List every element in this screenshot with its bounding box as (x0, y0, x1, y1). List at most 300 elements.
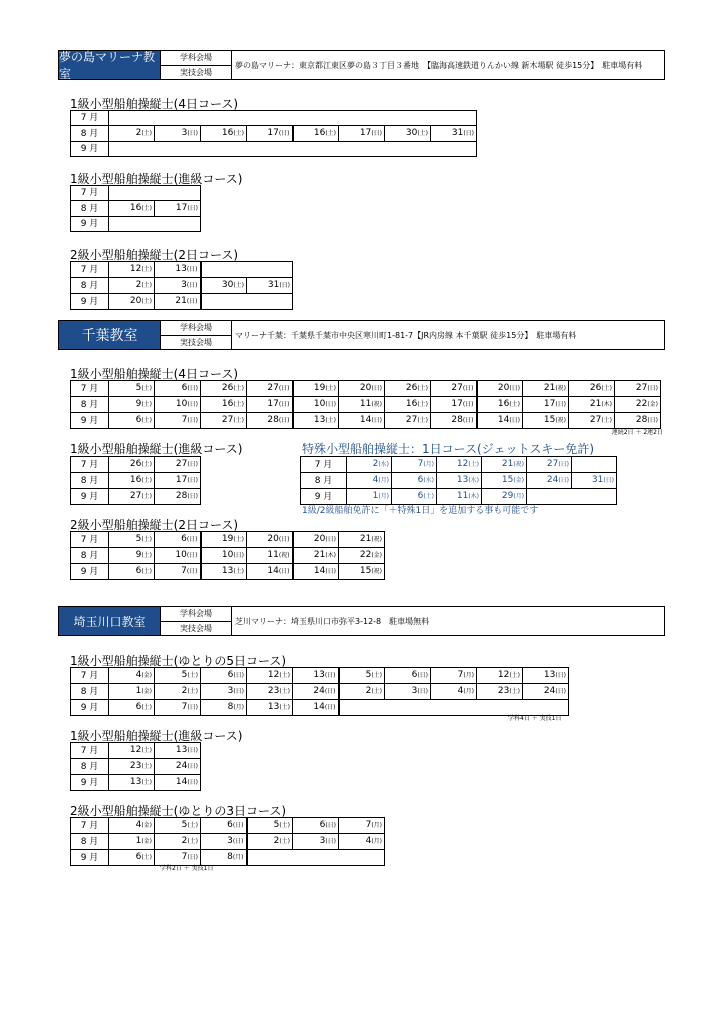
weekday: (日) (371, 417, 382, 424)
day-number: 15 (543, 415, 556, 425)
date-cell (615, 381, 661, 397)
month-cell: 9 月 (71, 700, 109, 716)
date-cell (247, 397, 293, 413)
table-row (71, 413, 661, 429)
day-number: 31 (591, 475, 604, 485)
table-row (71, 834, 385, 850)
month-cell: 8 月 (71, 759, 109, 775)
date-cell (201, 413, 247, 429)
date-cell (247, 532, 293, 548)
date-cell (155, 564, 201, 580)
venue-header-kawaguchi (58, 606, 665, 636)
weekday: (土) (141, 282, 152, 289)
weekday: (日) (187, 477, 198, 484)
venue-name: 埼玉川口教室 (59, 607, 161, 635)
day-number: 8 (227, 702, 234, 712)
day-number: 13 (129, 777, 142, 787)
day-number: 1 (135, 686, 142, 696)
table-row (71, 278, 293, 294)
date-cell (523, 413, 569, 429)
practical-label: 実技会場 (180, 67, 212, 77)
weekday: (土) (233, 417, 244, 424)
date-cell (155, 473, 201, 489)
schedule-table (70, 185, 201, 232)
date-cell (109, 834, 155, 850)
weekday: (日) (555, 688, 566, 695)
day-number: 12 (129, 745, 142, 755)
weekday: (日) (187, 704, 198, 711)
weekday: (土) (187, 838, 198, 845)
date-cell (293, 818, 339, 834)
weekday: (日) (233, 672, 244, 679)
day-number: 17 (175, 475, 188, 485)
date-cell (247, 126, 293, 142)
weekday: (土) (141, 854, 152, 861)
weekday: (祝) (371, 401, 382, 408)
weekday: (木) (325, 552, 336, 559)
weekday: (月) (378, 493, 389, 500)
month-cell: 9 月 (71, 217, 109, 232)
date-cell (437, 457, 482, 473)
weekday: (日) (555, 401, 566, 408)
date-cell (293, 397, 339, 413)
day-number: 7 (417, 459, 424, 469)
day-number: 27 (589, 415, 602, 425)
table-row (71, 668, 569, 684)
weekday: (土) (371, 672, 382, 679)
day-number: 5 (365, 670, 372, 680)
table-row (301, 473, 617, 489)
weekday: (金) (141, 672, 152, 679)
weekday: (日) (647, 417, 658, 424)
day-number: 27 (635, 383, 648, 393)
weekday: (土) (141, 552, 152, 559)
weekday: (日) (186, 266, 198, 273)
date-cell (339, 413, 385, 429)
day-number: 12 (129, 264, 142, 274)
venue-header-yumenoshima (58, 50, 665, 80)
weekday: (土) (141, 461, 152, 468)
day-number: 5 (181, 820, 188, 830)
month-cell: 8 月 (71, 201, 109, 217)
date-cell (109, 262, 155, 278)
empty-cell (109, 111, 477, 126)
day-number: 7 (457, 670, 464, 680)
table-row (71, 684, 569, 700)
date-cell (155, 381, 201, 397)
day-number: 17 (267, 128, 279, 138)
weekday: (日) (186, 552, 198, 559)
date-cell (615, 397, 661, 413)
course-title: 1級小型船舶操縦士(4日コース) (70, 97, 239, 111)
schedule-table (70, 667, 569, 716)
day-number: 7 (365, 820, 372, 830)
day-number: 10 (175, 399, 188, 409)
date-cell (293, 548, 339, 564)
schedule-table (70, 742, 201, 791)
date-cell (109, 489, 155, 505)
day-number: 12 (267, 670, 280, 680)
date-cell (109, 473, 155, 489)
date-cell (572, 473, 617, 489)
day-number: 12 (456, 459, 469, 469)
day-number: 16 (497, 399, 510, 409)
date-cell (569, 381, 615, 397)
table-row (71, 473, 201, 489)
date-cell (201, 532, 247, 548)
day-number: 14 (267, 566, 279, 576)
date-cell (569, 413, 615, 429)
day-number: 12 (497, 670, 510, 680)
venue-address: 夢の島マリーナ：東京都江東区夢の島３丁目３番地 【臨海高速鉄道りんかい線 新木場駅 徒歩15分】 駐車場有料 (235, 60, 643, 70)
day-number: 1 (135, 836, 142, 846)
day-number: 5 (135, 534, 142, 544)
date-cell (247, 668, 293, 684)
day-number: 31 (267, 280, 280, 290)
day-number: 24 (313, 686, 325, 696)
day-number: 30 (405, 128, 418, 138)
day-number: 6 (411, 670, 418, 680)
empty-cell (247, 850, 385, 866)
weekday: (日) (324, 704, 336, 711)
date-cell (109, 532, 155, 548)
schedule-table (70, 380, 661, 429)
weekday: (日) (187, 854, 198, 861)
weekday: (土) (233, 568, 244, 575)
month-cell: 9 月 (71, 413, 109, 429)
weekday: (土) (423, 493, 434, 500)
table-row (71, 818, 385, 834)
date-cell (482, 457, 527, 473)
day-number: 15 (359, 566, 372, 576)
table-row (71, 126, 477, 142)
day-number: 14 (313, 702, 325, 712)
date-cell (247, 548, 293, 564)
table-row (71, 489, 201, 505)
date-cell (201, 126, 247, 142)
weekday: (祝) (278, 552, 290, 559)
weekday: (祝) (371, 536, 382, 543)
day-number: 13 (543, 670, 556, 680)
date-cell (155, 743, 201, 759)
date-cell (392, 457, 437, 473)
date-cell (247, 564, 293, 580)
day-number: 21 (543, 383, 556, 393)
date-cell (247, 834, 293, 850)
weekday: (祝) (555, 385, 566, 392)
weekday: (土) (141, 536, 152, 543)
date-cell (109, 201, 155, 217)
course-title: 2級小型船舶操縦士(2日コース) (70, 518, 239, 532)
weekday: (土) (141, 747, 152, 754)
special-note: 1級/2級船舶免許に「＋特殊1日」を追加する事も可能です (302, 506, 539, 516)
date-cell (339, 684, 385, 700)
day-number: 27 (267, 383, 279, 393)
weekday: (祝) (555, 417, 566, 424)
month-cell: 7 月 (71, 743, 109, 759)
weekday: (土) (417, 417, 428, 424)
weekday: (祝) (513, 461, 524, 468)
weekday: (金) (371, 552, 382, 559)
weekday: (日) (278, 417, 290, 424)
weekday: (月) (463, 672, 474, 679)
weekday: (土) (141, 779, 152, 786)
day-number: 21 (313, 550, 326, 560)
date-cell (431, 668, 477, 684)
day-number: 13 (175, 745, 188, 755)
weekday: (土) (601, 385, 612, 392)
date-cell (293, 834, 339, 850)
day-number: 9 (135, 399, 142, 409)
day-number: 5 (181, 670, 188, 680)
day-number: 1 (372, 491, 379, 501)
weekday: (土) (141, 401, 152, 408)
month-cell: 7 月 (71, 111, 109, 126)
date-cell (523, 668, 569, 684)
date-cell (347, 457, 392, 473)
date-cell (431, 684, 477, 700)
day-number: 28 (175, 491, 188, 501)
month-cell: 9 月 (71, 489, 109, 505)
date-cell (155, 278, 201, 294)
schedule-table (70, 110, 477, 157)
weekday: (日) (186, 536, 198, 543)
weekday: (日) (371, 385, 382, 392)
course-title: 1級小型船舶操縦士(進級コース) (70, 729, 243, 743)
weekday: (日) (187, 747, 198, 754)
weekday: (日) (462, 417, 474, 424)
date-cell (247, 413, 293, 429)
date-cell (293, 700, 339, 716)
date-cell (109, 278, 155, 294)
date-cell (247, 700, 293, 716)
month-cell: 9 月 (71, 850, 109, 866)
table-row (71, 111, 477, 126)
weekday: (日) (278, 401, 290, 408)
month-cell: 9 月 (71, 294, 109, 310)
weekday: (月) (232, 854, 244, 861)
day-number: 13 (221, 566, 234, 576)
weekday: (日) (555, 672, 566, 679)
weekday: (土) (417, 401, 428, 408)
table-row (71, 217, 201, 232)
date-cell (201, 668, 247, 684)
date-cell (109, 850, 155, 866)
day-number: 24 (546, 475, 559, 485)
day-number: 6 (227, 670, 234, 680)
date-cell (339, 548, 385, 564)
table-row (71, 850, 385, 866)
weekday: (日) (187, 779, 198, 786)
date-cell (201, 397, 247, 413)
date-cell (155, 668, 201, 684)
day-number: 24 (175, 761, 188, 771)
weekday: (日) (558, 477, 569, 484)
weekday: (日) (278, 385, 290, 392)
date-cell (155, 413, 201, 429)
weekday: (日) (278, 130, 290, 137)
empty-cell (201, 294, 293, 310)
weekday: (土) (325, 130, 336, 137)
day-number: 21 (501, 459, 514, 469)
date-cell (293, 126, 339, 142)
weekday: (日) (187, 205, 198, 212)
weekday: (月) (371, 838, 382, 845)
weekday: (日) (278, 568, 290, 575)
empty-cell (201, 262, 293, 278)
date-cell (527, 473, 572, 489)
date-cell (155, 684, 201, 700)
weekday: (日) (325, 401, 336, 408)
day-number: 22 (359, 550, 372, 560)
venue-name: 千葉教室 (59, 321, 161, 349)
course-title: 1級小型船舶操縦士(進級コース) (70, 442, 243, 456)
classroom-label: 学科会場 (161, 607, 231, 622)
weekday: (土) (141, 493, 152, 500)
day-number: 16 (221, 128, 234, 138)
date-cell (247, 381, 293, 397)
day-number: 2 (181, 836, 188, 846)
day-number: 23 (267, 686, 280, 696)
day-number: 6 (181, 383, 188, 393)
weekday: (土) (509, 401, 520, 408)
day-number: 4 (457, 686, 464, 696)
date-cell (477, 381, 523, 397)
course-title: 2級小型船舶操縦士(2日コース) (70, 248, 239, 262)
month-cell: 9 月 (71, 142, 109, 157)
day-number: 3 (181, 128, 188, 138)
month-cell: 7 月 (71, 457, 109, 473)
weekday: (日) (278, 536, 290, 543)
day-number: 29 (501, 491, 514, 501)
date-cell (155, 775, 201, 791)
day-number: 4 (372, 475, 379, 485)
weekday: (日) (462, 385, 474, 392)
day-number: 26 (221, 383, 234, 393)
day-number: 30 (221, 280, 234, 290)
weekday: (日) (417, 688, 428, 695)
day-number: 14 (175, 777, 188, 787)
date-cell (155, 201, 201, 217)
day-number: 17 (267, 399, 279, 409)
date-cell (155, 700, 201, 716)
date-cell (201, 381, 247, 397)
weekday: (土) (233, 130, 244, 137)
table-row (71, 457, 201, 473)
day-number: 21 (175, 296, 187, 306)
date-cell (247, 818, 293, 834)
weekday: (土) (233, 282, 244, 289)
date-cell (155, 294, 201, 310)
date-cell (385, 381, 431, 397)
day-number: 4 (135, 670, 142, 680)
month-cell: 8 月 (71, 473, 109, 489)
weekday: (金) (141, 688, 152, 695)
day-number: 6 (135, 415, 142, 425)
table-row (71, 548, 385, 564)
month-cell: 7 月 (301, 457, 347, 473)
day-number: 8 (227, 852, 233, 862)
day-number: 2 (365, 686, 372, 696)
weekday: (土) (279, 838, 290, 845)
month-cell: 7 月 (71, 668, 109, 684)
table-row (71, 564, 385, 580)
day-number: 11 (359, 399, 372, 409)
table-row (71, 532, 385, 548)
day-number: 3 (227, 686, 234, 696)
date-cell (109, 759, 155, 775)
day-number: 2 (135, 280, 142, 290)
weekday: (土) (141, 130, 152, 137)
weekday: (日) (463, 130, 474, 137)
date-cell (293, 381, 339, 397)
day-number: 7 (181, 415, 188, 425)
date-cell (109, 564, 155, 580)
day-number: 14 (497, 415, 510, 425)
weekday: (日) (324, 688, 336, 695)
weekday: (土) (233, 536, 244, 543)
date-cell (477, 413, 523, 429)
day-number: 7 (181, 702, 188, 712)
date-cell (155, 834, 201, 850)
day-number: 16 (129, 475, 142, 485)
month-cell: 7 月 (71, 532, 109, 548)
weekday: (土) (141, 266, 152, 273)
day-number: 27 (405, 415, 418, 425)
month-cell: 8 月 (71, 548, 109, 564)
day-number: 19 (313, 383, 326, 393)
day-number: 23 (129, 761, 142, 771)
day-number: 6 (135, 702, 142, 712)
day-number: 3 (227, 836, 233, 846)
date-cell (155, 489, 201, 505)
weekday: (土) (187, 688, 198, 695)
day-number: 13 (313, 670, 325, 680)
weekday: (土) (279, 704, 290, 711)
table-note: 連続2日 ＋ 2連2日 (611, 429, 663, 436)
weekday: (日) (186, 298, 198, 305)
date-cell (523, 397, 569, 413)
date-cell (385, 684, 431, 700)
table-row (71, 201, 201, 217)
date-cell (339, 668, 385, 684)
date-cell (201, 278, 247, 294)
weekday: (日) (647, 385, 658, 392)
day-number: 16 (129, 203, 142, 213)
empty-cell (109, 217, 201, 232)
date-cell (109, 126, 155, 142)
weekday: (日) (232, 838, 244, 845)
day-number: 9 (135, 550, 142, 560)
weekday: (日) (187, 763, 198, 770)
day-number: 20 (313, 534, 326, 544)
date-cell (109, 457, 155, 473)
day-number: 6 (135, 566, 142, 576)
date-cell (109, 397, 155, 413)
day-number: 5 (273, 820, 280, 830)
weekday: (土) (141, 298, 152, 305)
weekday: (日) (509, 385, 520, 392)
day-number: 16 (221, 399, 234, 409)
day-number: 28 (267, 415, 279, 425)
date-cell (109, 668, 155, 684)
day-number: 16 (405, 399, 418, 409)
day-number: 4 (365, 836, 372, 846)
date-cell (293, 532, 339, 548)
date-cell (201, 564, 247, 580)
date-cell (385, 397, 431, 413)
month-cell: 7 月 (71, 186, 109, 201)
